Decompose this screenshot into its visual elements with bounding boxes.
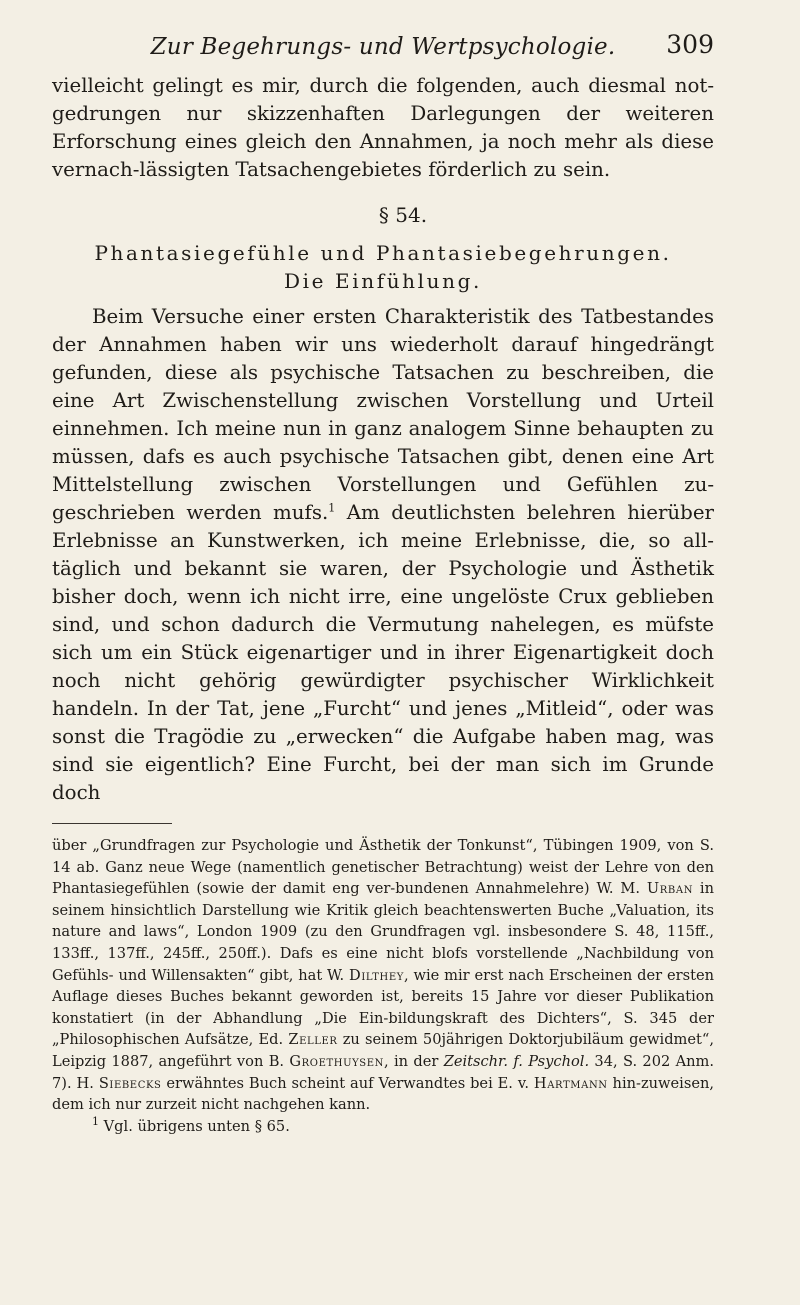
page-number: 309 (666, 30, 714, 59)
footnote-1-text: Vgl. übrigens unten § 65. (99, 1117, 290, 1135)
main-paragraph-part-2: Am deutlichsten belehren hierüber Erlebnisse an Kunstwerken, ich meine Erlebnisse, die, so all-täglich und bekannt sie waren, der Psychologie und Ästhetik bisher doch, wenn ich nicht irre, eine ungelöste Crux geblieben sind, und schon dadurch die Vermutung nahelegen, es müfste sich um ein Stück eigenartiger und in ihrer Eigenartigkeit doch noch nicht gehörig gewürdigter psychischer Wirklichkeit handeln. In der Tat, jene „Furcht“ und jenes „Mitleid“, oder was sonst die Tragödie zu „erwecken“ die Aufgabe haben mag, was sind sie eigentlich? Eine Furcht, bei der man sich im Grunde doch (52, 501, 714, 804)
footnote-text: 34, S. 202 Anm. 7). H. (52, 1052, 715, 1092)
footnotes (52, 835, 714, 1137)
main-paragraph (52, 303, 714, 807)
journal-title: Zeitschr. f. Psychol. (443, 1052, 590, 1070)
author-name: Urban (646, 880, 694, 898)
main-paragraph-part-1: Beim Versuche einer ersten Charakteristik des Tatbestandes der Annahmen haben wir uns wiederholt darauf hingedrängt gefunden, diese als psychische Tatsachen zu beschreiben, die eine Art Zwischenstellung zwischen Vorstellung und Urteil einnehmen. Ich meine nun in ganz analogem Sinne behaupten zu müssen, dafs es auch psychische Tatsachen gibt, denen eine Art Mittelstellung zwischen Vorstellungen und Gefühlen zu-geschrieben werden mufs. (52, 305, 714, 524)
running-title: Zur Begehrungs- und Wertpsychologie. (150, 34, 616, 60)
author-name: Groethuysen (289, 1052, 385, 1070)
author-name: Hartmann (533, 1074, 608, 1092)
running-head (52, 30, 714, 72)
author-name: Dilthey (349, 966, 404, 984)
footnote-text: , wie mir erst nach Erscheinen der ersten Auflage dieses Buches bekannt geworden ist, bereits 15 Jahre vor dieser Publikation konstatiert (in der Abhandlung „Die Ein-bildungskraft des Dichters“, S. 345 der „Philosophischen Aufsätze, Ed. (52, 966, 714, 1049)
footnote-text: in seinem hinsichtlich Darstellung wie Kritik gleich beachtenswerten Buche „Valuation, its nature and laws“, London 1909 (zu den Grundfragen vgl. insbesondere S. 48, 115ff., 133ff., 137ff., 245ff., 250ff.). Dafs es eine nicht blofs vorstellende „Nachbildung von Gefühls- und Willensakten“ gibt, hat W. (52, 880, 714, 984)
author-name: Zeller (288, 1031, 338, 1049)
book-page (52, 30, 714, 1137)
footnote-text: zu seinem 50jährigen Doktorjubiläum gewidmet“, Leipzig 1887, angeführt von B. (52, 1031, 714, 1070)
section-title-line-1: Phantasiegefühle und Phantasiebegehrungen. (94, 241, 672, 265)
footnote-1 (52, 1116, 714, 1138)
footnote-text: hin-zuweisen, dem ich nur zurzeit nicht nachgehen kann. (52, 1074, 714, 1114)
footnote-1-marker: 1 (92, 1114, 99, 1128)
section-title-line-2: Die Einfühlung. (284, 269, 482, 293)
author-name: Siebecks (98, 1074, 162, 1092)
footnote-marker: 1 (328, 501, 336, 515)
footnote-text: über „Grundfragen zur Psychologie und Ästhetik der Tonkunst“, Tübingen 1909, von S. 14 ab. Ganz neue Wege (namentlich genetischer Betrachtung) weist der Lehre von den Phantasiegefühlen (sowie der damit eng ver-bundenen Annahmelehre) W. M. (52, 837, 714, 898)
opening-paragraph: vielleicht gelingt es mir, durch die folgenden, auch diesmal not-gedrungen nur skizzenhaften Darlegungen der weiteren Erforschung eines gleich den Annahmen, ja noch mehr als diese vernach-lässigten Tatsachengebietes förderlich zu sein. (52, 74, 714, 181)
section-number: § 54. (378, 203, 428, 227)
footnote-text: , in der (384, 1052, 444, 1070)
footnote-text: erwähntes Buch scheint auf Verwandtes bei E. v. (161, 1074, 534, 1092)
section-heading (52, 201, 714, 295)
footnote-continued (52, 835, 714, 1116)
body-text (52, 72, 714, 807)
footnote-rule (52, 823, 172, 824)
